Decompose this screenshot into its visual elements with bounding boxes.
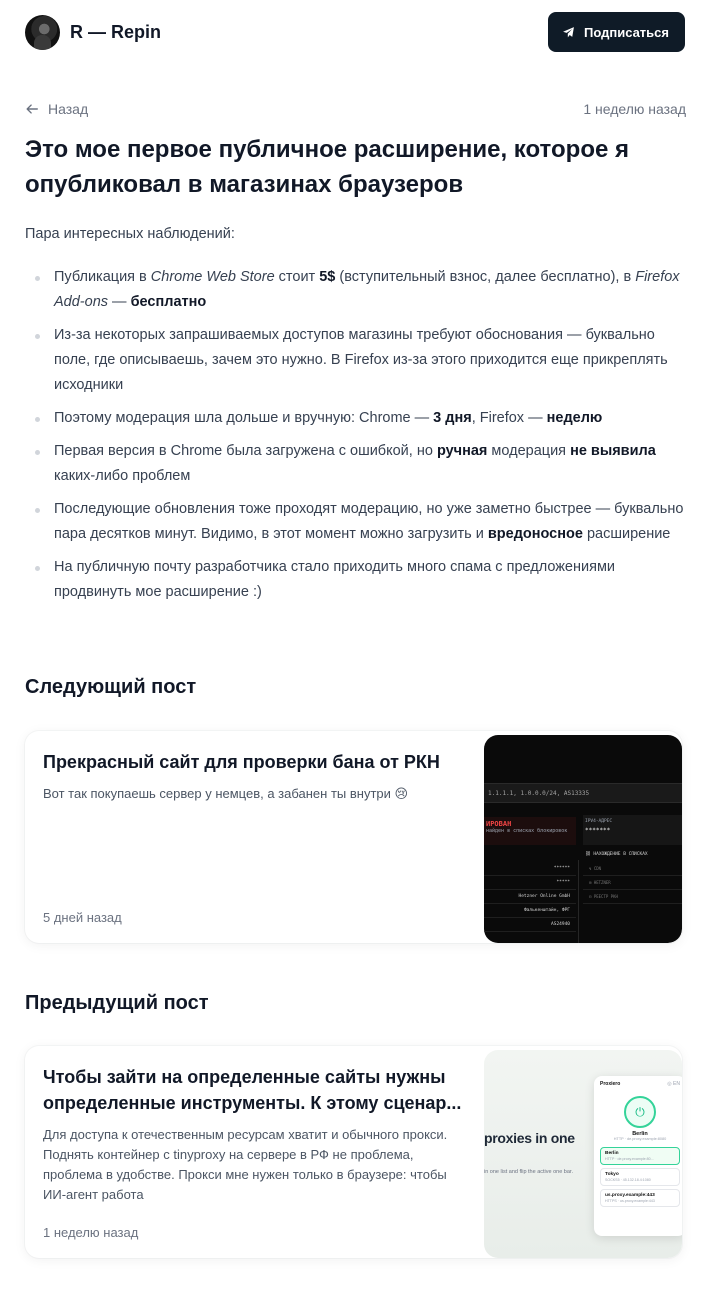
next-post-title[interactable]: Прекрасный сайт для проверки бана от РКН <box>43 752 440 772</box>
subscribe-label: Подписаться <box>583 24 669 40</box>
list-item: Из-за некоторых запрашиваемых доступов магазины требуют обоснования — буквально поле, где описываешь, зачем это нужно. В Firefox из-за этого приходится еще прикреплять исходники <box>25 323 685 398</box>
site-header <box>25 12 685 52</box>
back-label: Назад <box>48 101 89 117</box>
thumb-ip-bar: 1.1.1.1, 1.0.0.0/24, AS13335 <box>484 783 682 803</box>
list-item: Поэтому модерация шла дольше и вручную: Chrome — 3 дня, Firefox — неделю <box>25 406 685 431</box>
prev-post-thumbnail[interactable] <box>484 1050 682 1258</box>
next-post-date: 5 дней назад <box>43 910 122 925</box>
list-item: Первая версия в Chrome была загружена с ошибкой, но ручная модерация не выявила каких-либо проблем <box>25 439 685 489</box>
next-post-description: Вот так покупаешь сервер у немцев, а забанен ты внутри 😢 <box>43 786 409 801</box>
thumb-rows: ****** ***** Hetzner Online GmbH Фалькенштайн, ФРГ AS24940 <box>484 862 576 932</box>
avatar[interactable] <box>25 15 60 50</box>
list-item: Последующие обновления тоже проходят модерацию, но уже заметно быстрее — буквально пара десятков минут. Видимо, в этот момент можно загрузить и вредоносное расширение <box>25 497 685 547</box>
thumb-lists: ⛓ НАХОЖДЕНИЕ В СПИСКАХ ↯ CDN ⊞ HETZNER ⊟ РЕЕСТР РКН <box>583 848 682 904</box>
arrow-left-icon <box>25 102 39 116</box>
telegram-icon <box>562 26 575 39</box>
post-intro: Пара интересных наблюдений: <box>25 226 235 242</box>
next-post-card[interactable] <box>25 731 682 943</box>
thumb-caption: in one list and flip the active one bar. <box>484 1169 573 1175</box>
next-post-thumbnail[interactable] <box>484 735 682 943</box>
post-date: 1 неделю назад <box>583 101 686 117</box>
power-icon: ⏻ <box>624 1096 656 1128</box>
prev-post-date: 1 неделю назад <box>43 1225 139 1240</box>
brand-name[interactable]: R — Repin <box>70 21 162 42</box>
post-title: Это мое первое публичное расширение, которое я опубликовал в магазинах браузеров <box>25 136 629 198</box>
prev-post-title[interactable]: Чтобы зайти на определенные сайты нужны определенные инструменты. К этому сценар... <box>43 1067 462 1113</box>
subscribe-button[interactable] <box>548 12 685 52</box>
brand[interactable] <box>25 15 161 50</box>
post-meta-row <box>25 99 686 119</box>
prev-post-description: Для доступа к отечественным ресурсам хватит и обычного прокси. Поднять контейнер с tinyproxy на сервере в РФ не проблема, проблема в удобстве. Прокси мне нужен только в браузере: чтобы ИИ-агент работа <box>43 1127 448 1202</box>
next-post-heading: Следующий пост <box>25 676 197 698</box>
observations-list <box>25 265 685 613</box>
thumb-status: ИРОВАН найден в списках блокировок <box>484 817 576 845</box>
thumb-headline: proxies in one <box>484 1130 575 1146</box>
thumb-app-panel: Proxiero ◎ EN ⏻ Berlin HTTP · de.proxy.example:8080 Berlin HTTP · de.proxy.example:80... Tokyo SOCKS5 · 45.132.18.4:1080 us.proxy.example:443 HTTPS · us.proxy.example:443 <box>594 1076 682 1236</box>
list-item: Публикация в Chrome Web Store стоит 5$ (вступительный взнос, далее бесплатно), в Firefox Add-ons — бесплатно <box>25 265 685 315</box>
prev-post-heading: Предыдущий пост <box>25 992 209 1014</box>
back-link[interactable] <box>25 101 88 117</box>
thumb-ip-box: IPV4-АДРЕС ******* <box>583 815 682 845</box>
list-item: На публичную почту разработчика стало приходить много спама с предложениями продвинуть мое расширение :) <box>25 555 685 605</box>
prev-post-card[interactable] <box>25 1046 682 1258</box>
